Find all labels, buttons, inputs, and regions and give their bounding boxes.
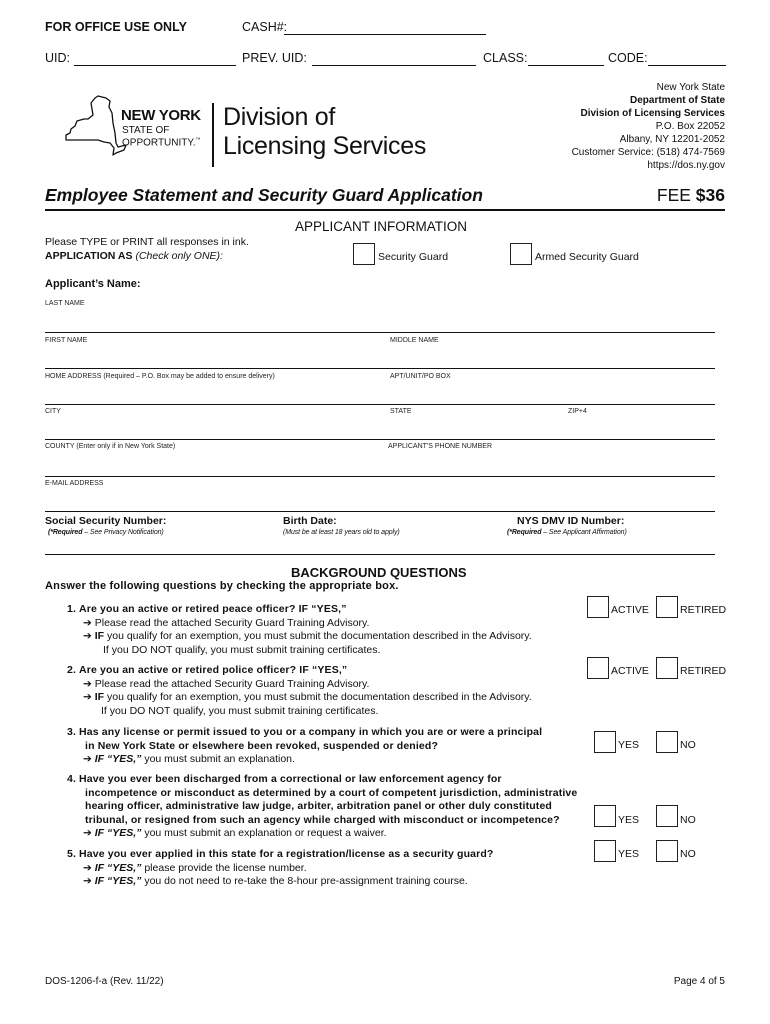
first-middle-name-input[interactable] bbox=[45, 368, 715, 369]
q2-active-checkbox[interactable] bbox=[587, 657, 609, 679]
q2-active-label: ACTIVE bbox=[611, 665, 649, 677]
fee: FEE $36 bbox=[656, 185, 725, 205]
city-state-zip-input[interactable] bbox=[45, 439, 715, 440]
q1-active-label: ACTIVE bbox=[611, 604, 649, 616]
county-phone-input[interactable] bbox=[45, 476, 715, 477]
home-address-input[interactable] bbox=[45, 404, 715, 405]
office-use-title: FOR OFFICE USE ONLY bbox=[45, 20, 187, 34]
class-label: CLASS: bbox=[483, 51, 528, 65]
background-section-title: BACKGROUND QUESTIONS bbox=[291, 565, 467, 580]
birth-date-label: Birth Date: bbox=[283, 515, 337, 527]
logo-divider bbox=[212, 103, 214, 167]
phone-label: APPLICANT'S PHONE NUMBER bbox=[388, 443, 493, 450]
home-address-label: HOME ADDRESS (Required – P.O. Box may be added to ensure delivery) bbox=[45, 373, 275, 380]
prev-uid-input[interactable] bbox=[312, 65, 476, 66]
dmv-id-label: NYS DMV ID Number: bbox=[517, 515, 625, 527]
security-guard-checkbox[interactable] bbox=[353, 243, 375, 265]
title-rule bbox=[45, 209, 725, 211]
class-input[interactable] bbox=[528, 65, 604, 66]
q1-active-checkbox[interactable] bbox=[587, 596, 609, 618]
armed-security-guard-label: Armed Security Guard bbox=[535, 251, 639, 263]
agency-address: New York State Department of State Division of Licensing Services P.O. Box 22052 Albany, NY 12201-2052 Customer Service: (518) 474-7569 https://dos.ny.gov bbox=[571, 82, 725, 171]
email-input[interactable] bbox=[45, 511, 715, 512]
armed-security-guard-checkbox[interactable] bbox=[510, 243, 532, 265]
background-instruction: Answer the following questions by checking the appropriate box. bbox=[45, 580, 399, 592]
q3-no-checkbox[interactable] bbox=[656, 731, 678, 753]
state-label: STATE bbox=[390, 408, 412, 415]
birth-date-note: (Must be at least 18 years old to apply) bbox=[283, 529, 400, 536]
ssn-birth-dmv-input[interactable] bbox=[45, 554, 715, 555]
uid-input[interactable] bbox=[74, 65, 236, 66]
last-name-input[interactable] bbox=[45, 332, 715, 333]
q3-yes-label: YES bbox=[618, 739, 640, 751]
q5-yes-label: YES bbox=[618, 848, 640, 860]
q4-no-checkbox[interactable] bbox=[656, 805, 678, 827]
question-3: 3. Has any license or permit issued to you or a company in which you are or were a principal in New York State or elsewhere been revoked, suspended or denied? ➔ IF “YES,” you must submit an explanation. bbox=[67, 726, 543, 765]
email-label: E-MAIL ADDRESS bbox=[45, 480, 104, 487]
q2-retired-checkbox[interactable] bbox=[656, 657, 678, 679]
first-name-label: FIRST NAME bbox=[45, 337, 88, 344]
county-label: COUNTY (Enter only if in New York State) bbox=[45, 443, 176, 450]
question-1: 1. Are you an active or retired peace officer? IF “YES,” ➔ Please read the attached Security Guard Training Advisory. ➔ IF you qualify for an exemption, you must submit the documentation described in the Advisory. If you DO NOT qualify, you must submit training certificates. bbox=[67, 603, 532, 656]
form-title: Employee Statement and Security Guard Application bbox=[45, 185, 483, 205]
q5-yes-checkbox[interactable] bbox=[594, 840, 616, 862]
new-york-state-map-icon bbox=[58, 93, 128, 161]
last-name-label: LAST NAME bbox=[45, 300, 85, 307]
city-label: CITY bbox=[45, 408, 61, 415]
q4-no-label: NO bbox=[680, 814, 696, 826]
uid-label: UID: bbox=[45, 51, 70, 65]
logo-division-line2: Licensing Services bbox=[223, 132, 427, 160]
prev-uid-label: PREV. UID: bbox=[242, 51, 307, 65]
logo-opportunity: OPPORTUNITY.™ bbox=[122, 137, 201, 149]
logo-division-line1: Division of bbox=[223, 103, 336, 131]
question-2: 2. Are you an active or retired police officer? IF “YES,” ➔ Please read the attached Security Guard Training Advisory. ➔ IF you qualify for an exemption, you must submit the documentation described in the Advisory. If you DO NOT qualify, you must submit training certificates. bbox=[67, 664, 532, 717]
question-5: 5. Have you ever applied in this state for a registration/license as a security guard? ➔ IF “YES,” please provide the license number. ➔ IF “YES,” you do not need to re-take the 8-hour pre-assignment training course. bbox=[67, 848, 494, 887]
zip-label: ZIP+4 bbox=[568, 408, 587, 415]
logo-state-of: STATE OF bbox=[122, 125, 170, 136]
q3-no-label: NO bbox=[680, 739, 696, 751]
ssn-label: Social Security Number: bbox=[45, 515, 167, 527]
cash-input[interactable] bbox=[284, 34, 486, 35]
form-id: DOS-1206-f-a (Rev. 11/22) bbox=[45, 976, 164, 987]
q2-retired-label: RETIRED bbox=[680, 665, 727, 677]
ssn-note: (*Required – See Privacy Notification) bbox=[48, 529, 164, 536]
question-4: 4. Have you ever been discharged from a correctional or law enforcement agency for incompetence or misconduct as determined by a court of competent jurisdiction, administrative hearing officer, administrative law judge, arbiter, arbitration panel or other duly constituted tribunal, or resigned from such an agency while charged with misconduct or incompetence? ➔ IF “YES,” you must submit an explanation or request a waiver. bbox=[67, 773, 578, 839]
code-input[interactable] bbox=[648, 65, 726, 66]
q4-yes-checkbox[interactable] bbox=[594, 805, 616, 827]
q3-yes-checkbox[interactable] bbox=[594, 731, 616, 753]
security-guard-label: Security Guard bbox=[378, 251, 449, 263]
page-number: Page 4 of 5 bbox=[673, 976, 725, 987]
q5-no-label: NO bbox=[680, 848, 696, 860]
code-label: CODE: bbox=[608, 51, 648, 65]
apt-label: APT/UNIT/PO BOX bbox=[390, 373, 451, 380]
applicant-name-heading: Applicant’s Name: bbox=[45, 278, 141, 290]
apply-as-label: APPLICATION AS (Check only ONE): bbox=[45, 250, 223, 262]
q1-retired-label: RETIRED bbox=[680, 604, 727, 616]
q1-retired-checkbox[interactable] bbox=[656, 596, 678, 618]
q5-no-checkbox[interactable] bbox=[656, 840, 678, 862]
applicant-section-title: APPLICANT INFORMATION bbox=[295, 219, 468, 234]
cash-label: CASH#: bbox=[242, 20, 288, 34]
print-instruction: Please TYPE or PRINT all responses in ink. bbox=[45, 236, 249, 248]
q4-yes-label: YES bbox=[618, 814, 640, 826]
logo-state-name: NEW YORK bbox=[121, 107, 201, 124]
dmv-id-note: (*Required – See Applicant Affirmation) bbox=[507, 529, 627, 536]
middle-name-label: MIDDLE NAME bbox=[390, 337, 439, 344]
